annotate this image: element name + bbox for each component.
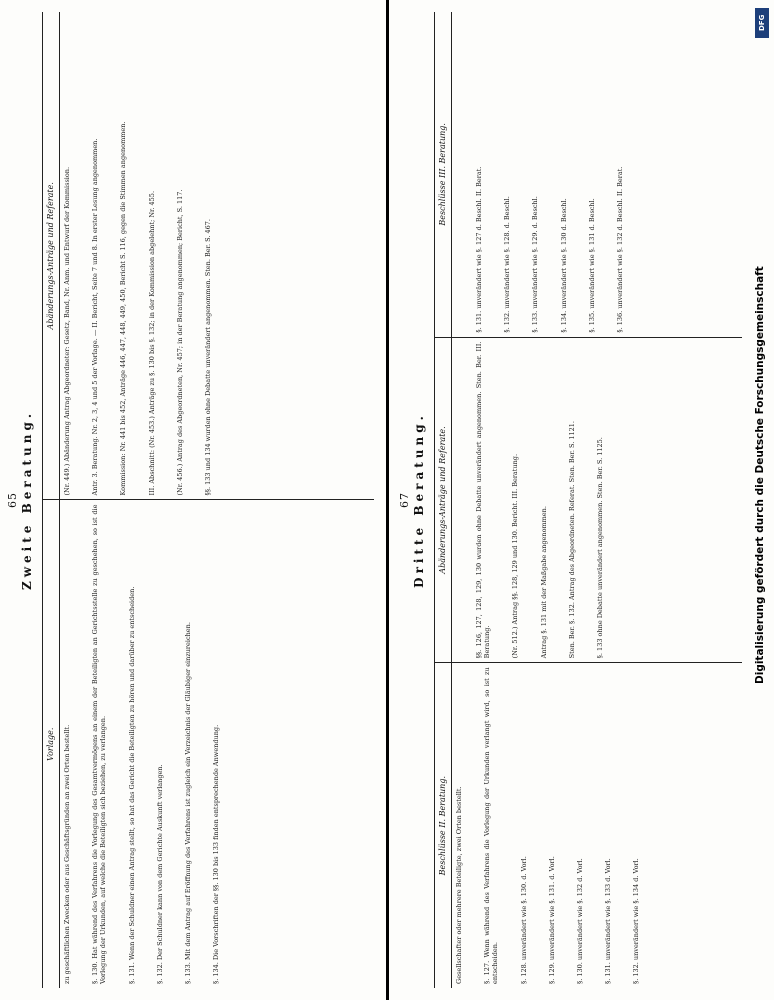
right-page: [392, 0, 752, 1000]
text-block: §. 133 ohne Debatte unverändert angenommen. Sten. Ber. S. 1125.: [596, 437, 605, 659]
dfg-watermark: [752, 0, 772, 1000]
column-beschluesse-iii: [452, 12, 742, 337]
text-block: Kommission: Nr. 441 bis 452, Anträge 446, 447, 448, 449, 450, Bericht S. 116, gegen die Stimmen angenommen.: [119, 121, 128, 496]
text-block: (Nr. 456.) Antrag des Abgeordneten, Nr. 457; in der Beratung angenommen; Bericht, S. 117.: [175, 189, 184, 496]
text-block: §. 133. Mit dem Antrag auf Eröffnung des Verfahrens ist zugleich ein Verzeichnis der Gläubiger einzureichen.: [184, 622, 193, 984]
text-block: §§. 133 und 134 wurden ohne Debatte unverändert angenommen. Sten. Ber. S. 467.: [204, 219, 213, 496]
text-block: §. 131. unverändert wie §. 127 d. Beschl. II. Berat.: [475, 166, 483, 333]
text-block: zu geschäftlichen Zwecken oder aus Geschäftsgründen an zwei Orten bestellt.: [63, 724, 71, 984]
text-block: §. 132. unverändert wie §. 128. d. Beschl.: [503, 196, 512, 333]
text-block: §. 135. unverändert wie §. 131 d. Beschl.: [587, 198, 596, 333]
column-vorlage: [60, 500, 374, 989]
text-block: Antrag §. 131 mit der Maßgabe angenommen.: [539, 506, 548, 659]
text-block: §. 131. Wenn der Schuldner einen Antrag stellt, so hat das Gericht die Beteiligten zu hören und darüber zu entscheiden.: [127, 586, 136, 984]
left-page-title: Zweite Beratung.: [20, 409, 34, 591]
right-table: [434, 12, 742, 988]
text-block: Sten. Ber. §. 132. Antrag des Abgeordneten. Referat. Sten. Ber. S. 1121.: [567, 421, 576, 659]
text-block: (Nr. 512.) Antrag §§. 128, 129 und 130. Bericht. III. Beratung.: [511, 453, 520, 659]
text-block: Antr. 3. Beratung. Nr. 2, 3, 4 und 5 der Vorlage. — II. Bericht, Seite 7 und 8. In erster Lesung angenommen.: [91, 138, 100, 496]
dfg-funding-text: Digitalisierung gefördert durch die Deutsche Forschungsgemeinschaft: [754, 266, 766, 684]
text-block: §. 129. unverändert wie §. 131. d. Vorl.: [547, 856, 556, 984]
text-block: §. 128. unverändert wie §. 130. d. Vorl.: [519, 856, 528, 984]
page-spine-divider: [386, 0, 389, 1000]
column-header-beschluesse-iii: Beschlüsse III. Beratung.: [438, 123, 447, 226]
text-block: §. 130. Hat während des Verfahrens die Vorlegung des Gesamtvermögens an einem der Beteiligten an Gerichtsstelle zu geschehen, so ist die Vorlegung der Urkunden, auf welche die Beteiligten sich beziehen, zu verlangen.: [91, 504, 108, 984]
text-block: §. 130. unverändert wie §. 132 d. Vorl.: [576, 858, 585, 984]
text-block: §. 132. unverändert wie §. 134 d. Vorl.: [632, 858, 641, 984]
text-block: §. 132. Der Schuldner kann von dem Gerichte Auskunft verlangen.: [155, 764, 164, 984]
column-antraege: [60, 12, 374, 500]
text-block: §. 134. Die Vorschriften der §§. 130 bis 133 finden entsprechende Anwendung.: [212, 724, 221, 984]
text-block: §. 134. unverändert wie §. 130 d. Beschl.: [559, 198, 568, 333]
left-table: [42, 12, 374, 988]
text-block: (Nr. 449.) Abänderung Antrag Abgeordneter: Gesetz, Band, Nr. Anm. und Entwurf der Kommission.: [63, 166, 71, 496]
text-block: III. Abschnitt: (Nr. 453.) Anträge zu §. 130 bis §. 132; in der Kommission abgelehnt; Nr. 455.: [147, 190, 156, 496]
text-block: Gesellschafter oder mehrere Beteiligte, zwei Orten bestellt.: [455, 786, 463, 984]
column-header-antraege: Abänderungs-Anträge und Referate.: [435, 337, 451, 663]
text-block: §§. 126, 127, 128, 129, 130 wurden ohne Debatte unverändert angenommen. Sten. Ber. III. Beratung.: [475, 341, 492, 659]
left-page: [0, 0, 384, 1000]
text-block: §. 136. unverändert wie §. 132 d. Beschl. II. Berat.: [616, 166, 625, 333]
text-block: §. 133. unverändert wie §. 129. d. Beschl.: [531, 196, 540, 333]
text-block: §. 127. Wenn während des Verfahrens die Vorlegung der Urkunden verlangt wird, so ist zu entscheiden.: [483, 667, 500, 984]
left-page-number: 65: [6, 492, 19, 508]
right-page-number: 67: [398, 492, 411, 508]
column-header-beschluesse-ii: Beschlüsse II. Beratung.: [435, 662, 451, 988]
column-header-vorlage: Vorlage.: [43, 500, 59, 989]
column-beschluesse-ii: [452, 662, 742, 988]
right-page-title: Dritte Beratung.: [412, 412, 426, 588]
column-antraege-iii: [452, 337, 742, 663]
text-block: §. 131. unverändert wie §. 133 d. Vorl.: [604, 858, 613, 984]
dfg-logo-badge: DFG: [755, 8, 769, 38]
column-header-antraege: Abänderungs-Anträge und Referate.: [46, 182, 55, 330]
